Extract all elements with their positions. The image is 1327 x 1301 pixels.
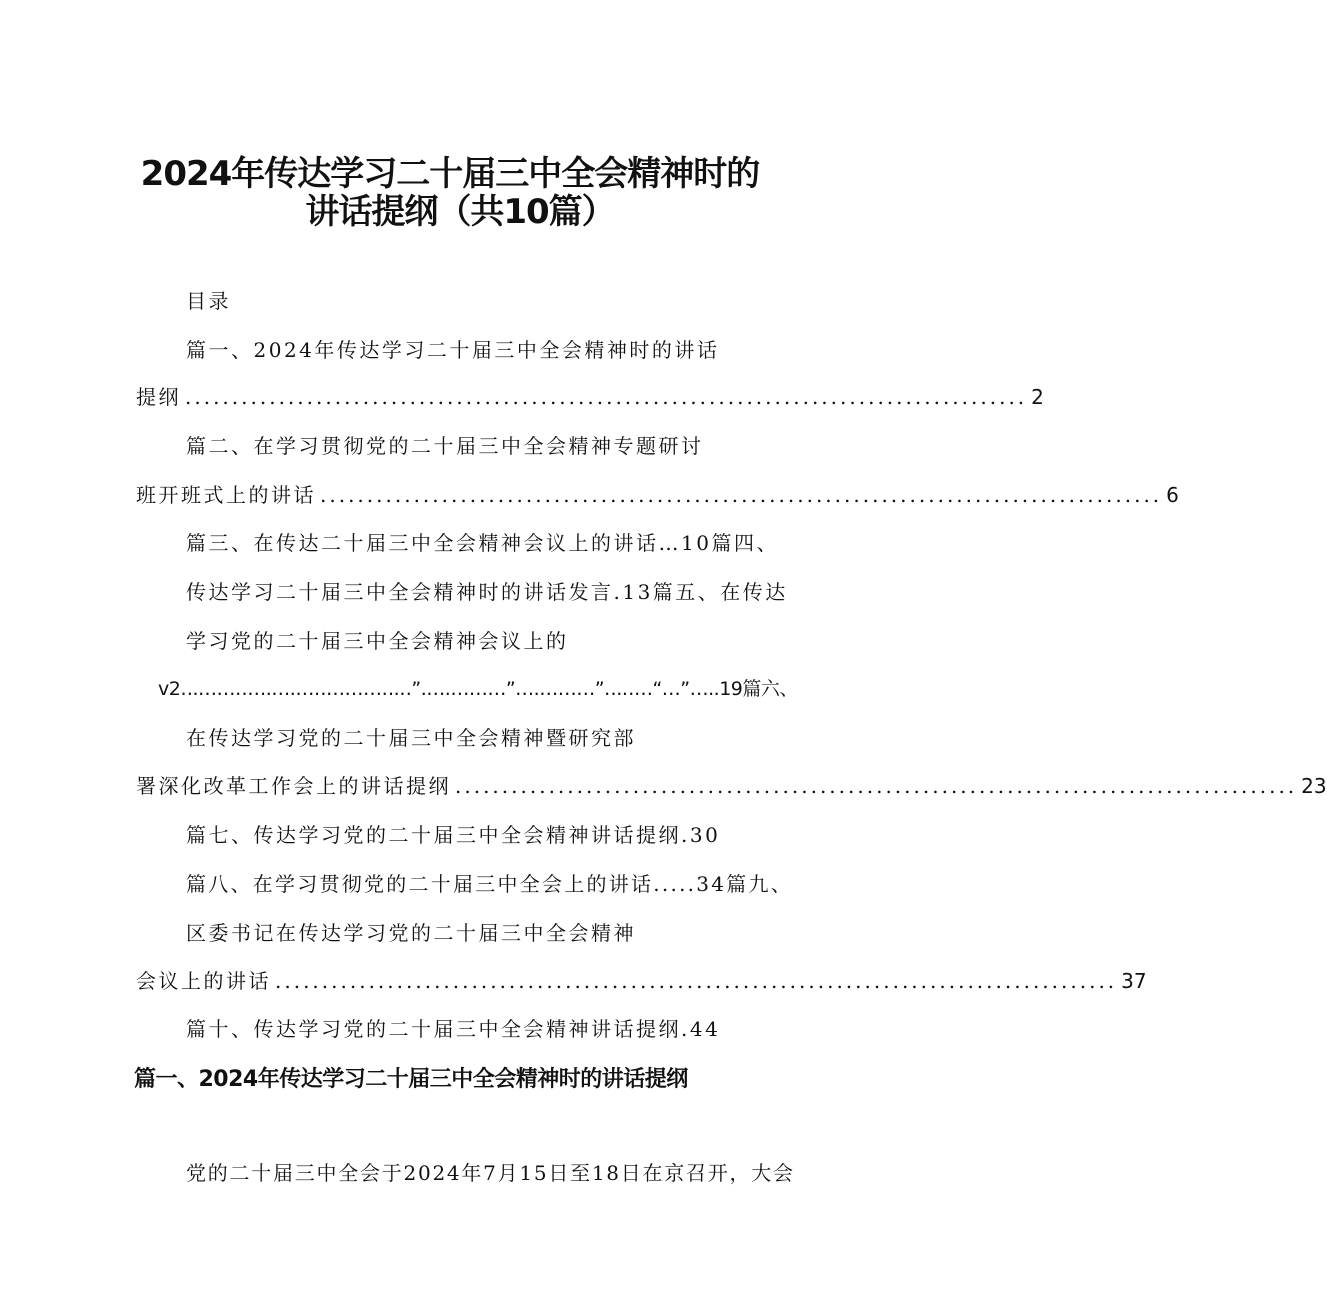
document-title-line-1: 2024年传达学习二十届三中全会精神时的 [140, 154, 760, 194]
toc-entry-2-line-2 [136, 482, 1179, 508]
toc-entry-4-5-line: 传达学习二十届三中全会精神时的讲话发言.13篇五、在传达 [186, 580, 788, 604]
toc-leader-dots: .......................................................................................... [185, 385, 1028, 409]
section-heading: 篇一、2024年传达学习二十届三中全会精神时的讲话提纲 [134, 1067, 688, 1092]
toc-entry-1-line-2 [136, 384, 1044, 410]
toc-entry-2-page: 6 [1166, 483, 1179, 507]
toc-label: 目录 [186, 289, 231, 313]
toc-entry-8-line: 篇八、在学习贯彻党的二十届三中全会上的讲话.....34篇九、 [186, 872, 793, 896]
toc-entry-1-text: 提纲 [136, 385, 181, 409]
toc-leader-dots: .......................................................................................... [275, 969, 1118, 993]
toc-entry-7-line: 篇七、传达学习党的二十届三中全会精神讲话提纲.30 [186, 823, 721, 847]
toc-entry-9-line-2 [136, 968, 1147, 994]
toc-entry-1-line-1: 篇一、2024年传达学习二十届三中全会精神时的讲话 [186, 338, 720, 362]
body-paragraph-line: 党的二十届三中全会于2024年7月15日至18日在京召开，大会 [186, 1161, 795, 1185]
toc-entry-5-6-line: v2‥.……‥….….…‥………‥.‥”.….………”….………”‥.‥…“…”…..19篇六、 [158, 678, 798, 700]
toc-entry-3-4-line: 篇三、在传达二十届三中全会精神会议上的讲话…10篇四、 [186, 531, 779, 555]
toc-entry-2-text: 班开班式上的讲话 [136, 483, 316, 507]
toc-entry-10-line: 篇十、传达学习党的二十届三中全会精神讲话提纲.44 [186, 1017, 721, 1041]
toc-leader-dots: .......................................................................................... [455, 774, 1298, 798]
toc-entry-2-line-1: 篇二、在学习贯彻党的二十届三中全会精神专题研讨 [186, 434, 704, 458]
toc-leader-dots: .......................................................................................... [320, 483, 1163, 507]
toc-entry-1-page: 2 [1031, 385, 1044, 409]
toc-entry-9-text: 会议上的讲话 [136, 969, 271, 993]
toc-entry-6-text: 署深化改革工作会上的讲话提纲 [136, 774, 451, 798]
toc-entry-5-line: 学习党的二十届三中全会精神会议上的 [186, 629, 569, 653]
toc-entry-6-line-2 [136, 773, 1327, 799]
toc-entry-9-line-1: 区委书记在传达学习党的二十届三中全会精神 [186, 921, 636, 945]
document-title-line-2: 讲话提纲（共10篇） [305, 192, 615, 232]
toc-entry-9-page: 37 [1121, 969, 1147, 993]
toc-entry-6-line-1: 在传达学习党的二十届三中全会精神暨研究部 [186, 726, 636, 750]
toc-entry-6-page: 23 [1301, 774, 1327, 798]
